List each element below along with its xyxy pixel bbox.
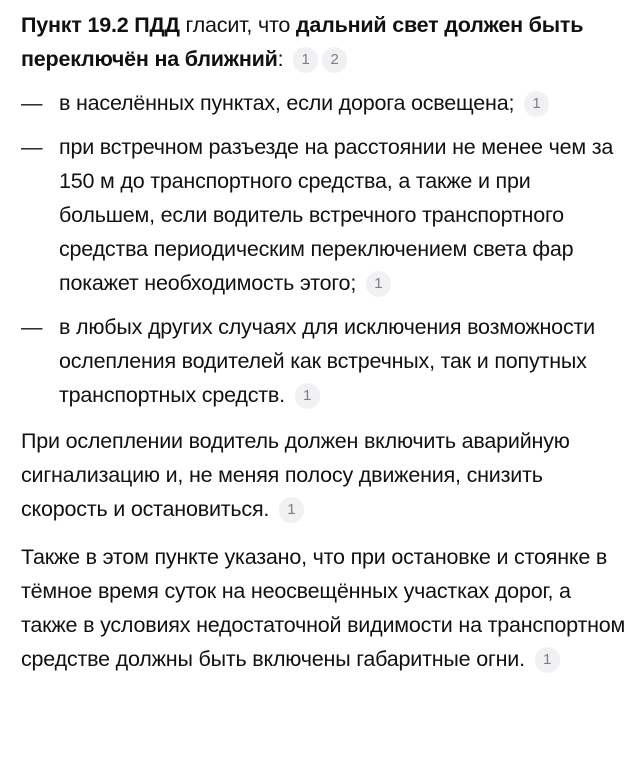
citation-badge[interactable]: 1 bbox=[535, 647, 560, 673]
dash-bullet: — bbox=[21, 91, 43, 115]
dash-bullet: — bbox=[21, 135, 43, 159]
list-item bbox=[21, 86, 626, 120]
list-item bbox=[21, 310, 626, 412]
intro-bold-statement: дальний свет должен быть переключён на ближний bbox=[21, 13, 584, 71]
intro-text: гласит, что bbox=[179, 13, 296, 37]
intro-bold-rule: Пункт 19.2 ПДД bbox=[21, 13, 180, 37]
list-item-text: в населённых пунктах, если дорога освещена; bbox=[59, 91, 515, 115]
intro-paragraph bbox=[21, 8, 626, 76]
glare-text: При ослеплении водитель должен включить аварийную сигнализацию и, не меняя полосу движения, снизить скорость и остановиться. bbox=[21, 429, 570, 521]
citation-badge[interactable]: 1 bbox=[295, 383, 320, 409]
parking-lights-paragraph bbox=[21, 540, 626, 676]
dash-bullet: — bbox=[21, 315, 43, 339]
answer-content bbox=[21, 8, 626, 676]
citation-badge[interactable]: 1 bbox=[293, 47, 318, 73]
parking-lights-text: Также в этом пункте указано, что при остановке и стоянке в тёмное время суток на неосвещённых участках дорог, а также в условиях недостаточной видимости на транспортном средстве должны быть включены габаритные огни. bbox=[21, 545, 626, 671]
list-item-text: в любых других случаях для исключения возможности ослепления водителей как встречных, так и попутных транспортных средств. bbox=[59, 315, 595, 407]
citation-badge[interactable]: 1 bbox=[279, 497, 304, 523]
intro-colon: : bbox=[277, 47, 284, 71]
conditions-list bbox=[21, 86, 626, 412]
list-item-text: при встречном разъезде на расстоянии не менее чем за 150 м до транспортного средства, а также и при большем, если водитель встречного транспортного средства периодическим переключением света фар покажет необходимость этого; bbox=[59, 135, 614, 295]
glare-paragraph bbox=[21, 424, 626, 526]
citation-badge[interactable]: 1 bbox=[524, 91, 549, 117]
list-item bbox=[21, 130, 626, 300]
citation-badge[interactable]: 2 bbox=[322, 47, 347, 73]
citation-badge[interactable]: 1 bbox=[366, 271, 391, 297]
